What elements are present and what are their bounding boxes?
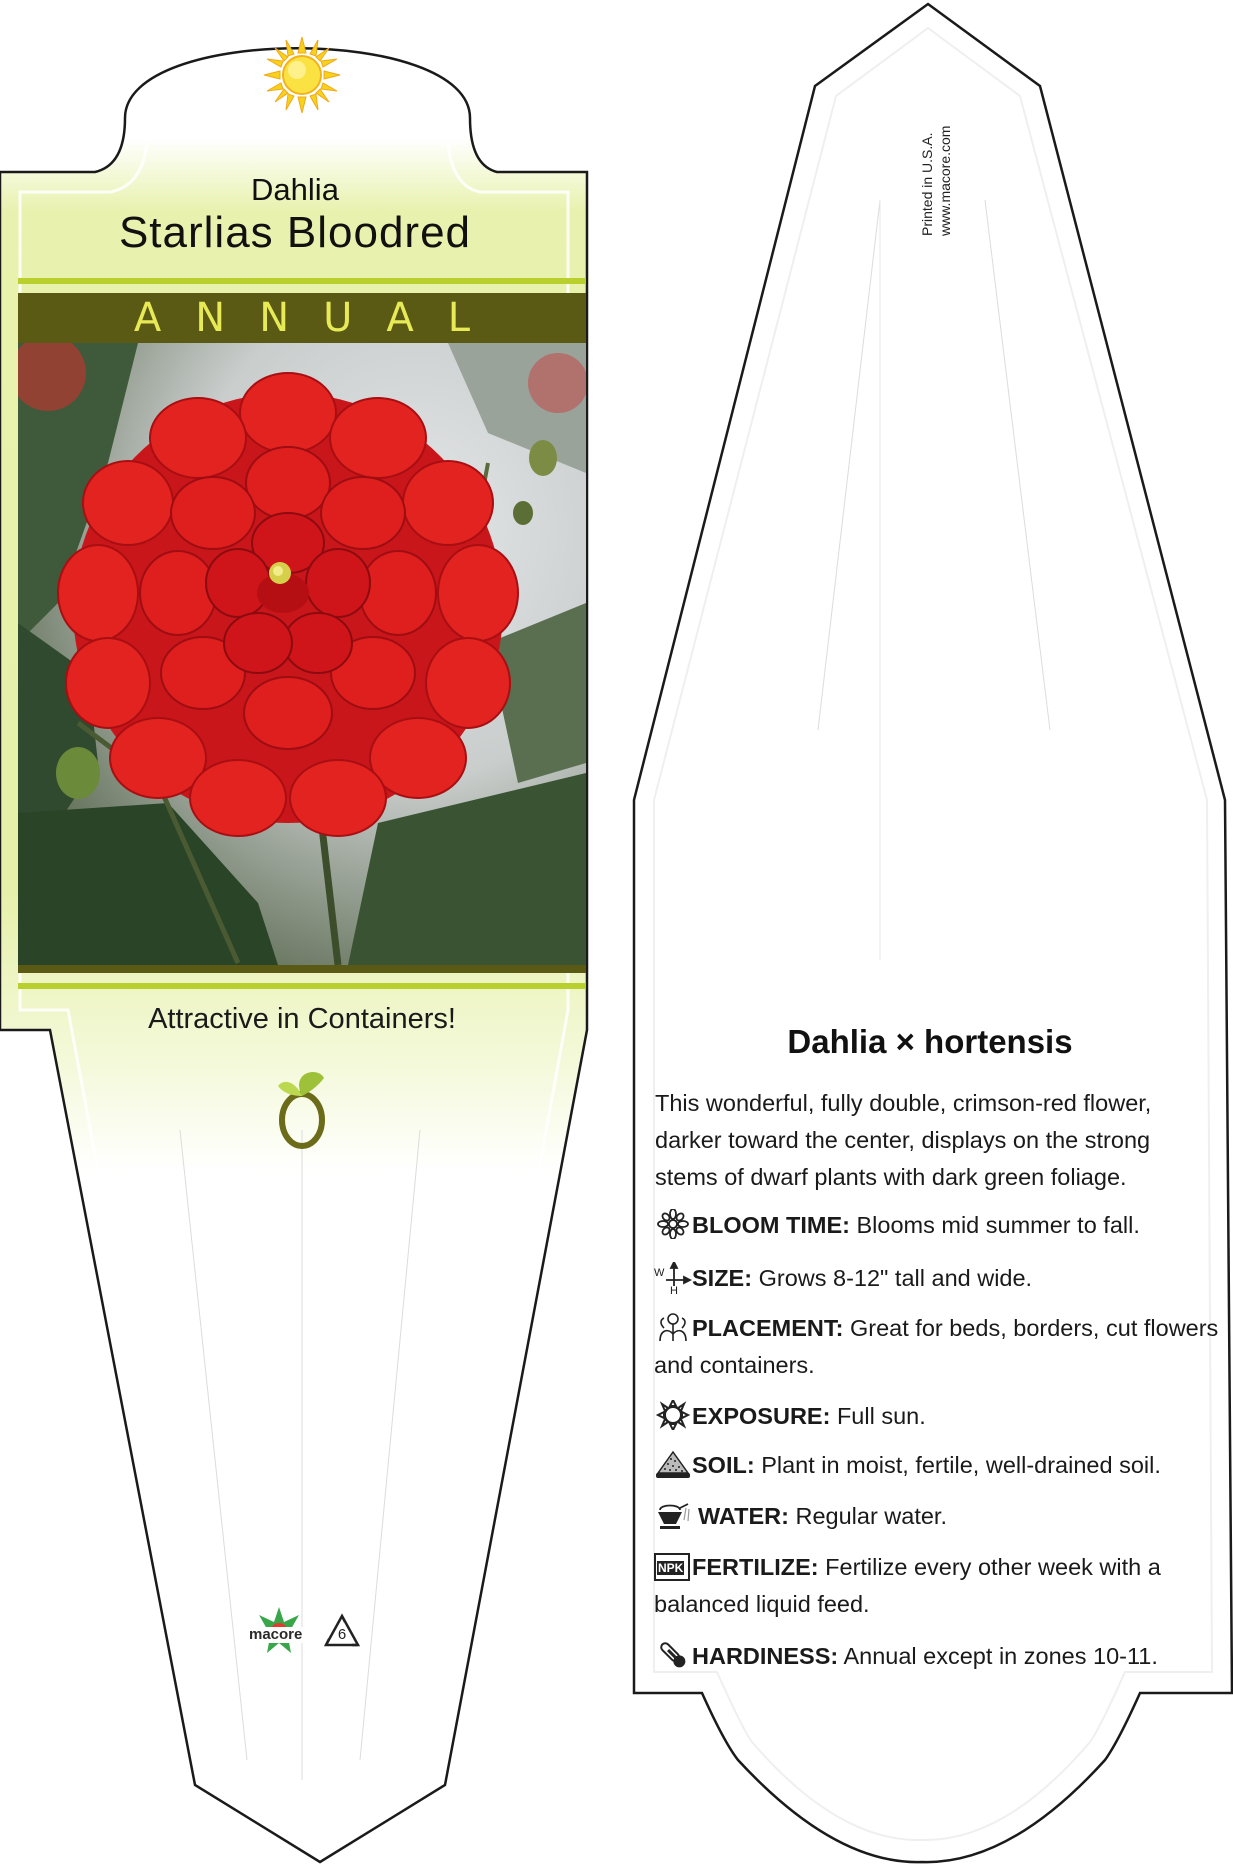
leaf-sprout-icon bbox=[270, 1068, 335, 1150]
info-soil: SOIL: Plant in moist, fertile, well-drained soil. bbox=[654, 1447, 1219, 1484]
size-arrows-icon: W H bbox=[654, 1262, 692, 1292]
placement-plants-icon bbox=[654, 1312, 692, 1342]
botanical-name: Dahlia × hortensis bbox=[787, 1023, 1073, 1060]
website: www.macore.com bbox=[937, 125, 953, 236]
flower-icon bbox=[654, 1209, 692, 1239]
npk-icon: NPK bbox=[654, 1553, 690, 1581]
info-exposure: EXPOSURE: Full sun. bbox=[654, 1398, 1219, 1435]
recycle-code: 6 bbox=[337, 1626, 347, 1643]
info-hardiness: HARDINESS: Annual except in zones 10-11. bbox=[654, 1638, 1219, 1675]
sun-icon bbox=[262, 35, 342, 115]
printed-in: Printed in U.S.A. bbox=[919, 132, 935, 236]
info-placement: PLACEMENT: Great for beds, borders, cut flowers and containers. bbox=[654, 1310, 1219, 1384]
info-water: WATER: Regular water. bbox=[654, 1498, 1219, 1535]
flower-photo bbox=[18, 343, 586, 965]
category-band bbox=[18, 293, 586, 343]
sun-icon bbox=[654, 1400, 692, 1430]
variety-name: Starlias Bloodred bbox=[118, 208, 472, 257]
soil-icon bbox=[654, 1449, 692, 1479]
info-bloom-time: BLOOM TIME: Blooms mid summer to fall. bbox=[654, 1207, 1219, 1244]
printed-in-block bbox=[918, 86, 954, 236]
watering-can-icon bbox=[654, 1500, 692, 1530]
category-label: ANNUAL bbox=[133, 295, 505, 341]
thermometer-icon bbox=[654, 1640, 692, 1670]
description: This wonderful, fully double, crimson-red flower, darker toward the center, displays on the strong stems of dwarf plants with dark green foliage. bbox=[655, 1090, 1152, 1190]
info-fertilize: NPK FERTILIZE: Fertilize every other week with a balanced liquid feed. bbox=[654, 1554, 1161, 1617]
tagline: Attractive in Containers! bbox=[148, 1003, 456, 1035]
brand-name: macore bbox=[249, 1626, 303, 1643]
info-size: W H SIZE: Grows 8-12" tall and wide. bbox=[654, 1260, 1219, 1297]
common-name: Dahlia bbox=[251, 172, 339, 207]
